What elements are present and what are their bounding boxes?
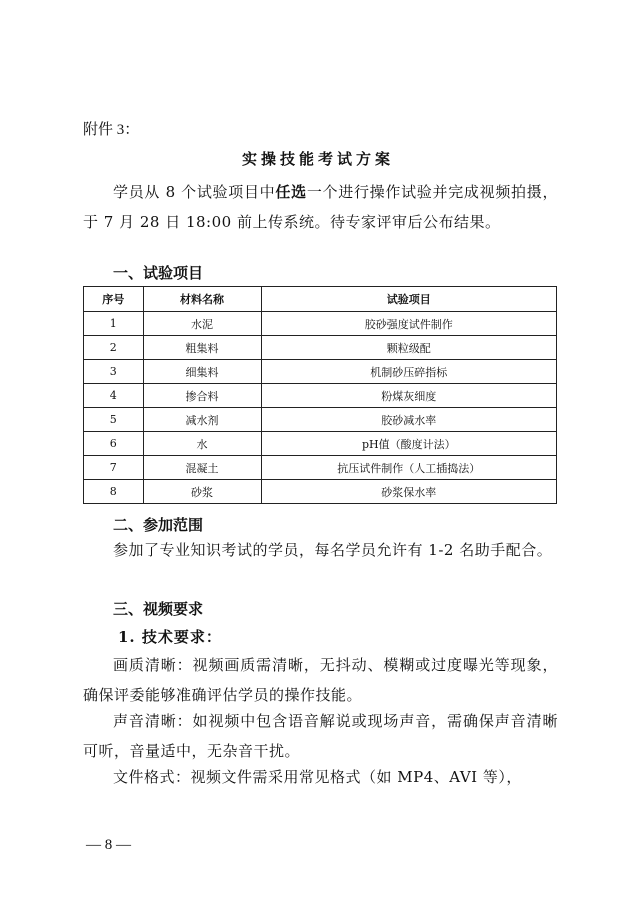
cell-test-item: 胶砂减水率: [261, 408, 556, 432]
document-title: 实操技能考试方案: [241, 150, 394, 168]
table-row: [84, 408, 557, 432]
intro-paragraph: [83, 177, 558, 237]
cell-test-item: 砂浆保水率: [261, 480, 556, 504]
cell-material: 掺合料: [143, 384, 261, 408]
cell-index: 2: [84, 336, 144, 360]
section1-heading: 一、试验项目: [113, 264, 204, 282]
technical-requirements-subheading: 1. 技术要求：: [118, 628, 222, 646]
intro-emphasis: 任选: [275, 183, 307, 201]
table-row: [84, 384, 557, 408]
table-row: [84, 312, 557, 336]
cell-index: 4: [84, 384, 144, 408]
cell-index: 6: [84, 432, 144, 456]
header-index: 序号: [84, 287, 144, 312]
page-number: — 8 —: [86, 837, 131, 853]
table-row: [84, 336, 557, 360]
attachment-label: 附件 3：: [83, 122, 140, 138]
section3-heading: 三、视频要求: [113, 600, 204, 618]
audio-quality-paragraph: 声音清晰：如视频中包含语音解说或现场声音，需确保声音清晰可听，音量适中，无杂音干扰。: [83, 712, 558, 760]
cell-test-item: 胶砂强度试件制作: [261, 312, 556, 336]
cell-material: 砂浆: [143, 480, 261, 504]
header-test-item: 试验项目: [261, 287, 556, 312]
cell-index: 1: [84, 312, 144, 336]
header-material: 材料名称: [143, 287, 261, 312]
cell-material: 水泥: [143, 312, 261, 336]
table-row: [84, 432, 557, 456]
cell-material: 减水剂: [143, 408, 261, 432]
cell-test-item: 抗压试件制作（人工插捣法）: [261, 456, 556, 480]
cell-material: 粗集料: [143, 336, 261, 360]
cell-material: 细集料: [143, 360, 261, 384]
cell-test-item: 粉煤灰细度: [261, 384, 556, 408]
table-row: [84, 456, 557, 480]
table-row: [84, 360, 557, 384]
cell-index: 8: [84, 480, 144, 504]
table-row: [84, 480, 557, 504]
cell-index: 5: [84, 408, 144, 432]
intro-text-part2: 一个进行操作试验并完成视频拍摄，于 7 月 28 日 18:00 前上传系统。待专家评审后公布结果。: [83, 183, 558, 231]
cell-test-item: 颗粒级配: [261, 336, 556, 360]
cell-material: 水: [143, 432, 261, 456]
cell-material: 混凝土: [143, 456, 261, 480]
cell-test-item: pH值（酸度计法）: [261, 432, 556, 456]
trial-items-table: [83, 286, 557, 504]
table-header-row: [84, 287, 557, 312]
video-quality-paragraph: 画质清晰：视频画质需清晰，无抖动、模糊或过度曝光等现象，确保评委能够准确评估学员的操作技能。: [83, 656, 558, 704]
section2-paragraph: 参加了专业知识考试的学员，每名学员允许有 1-2 名助手配合。: [113, 541, 553, 559]
cell-index: 3: [84, 360, 144, 384]
intro-text-part1: 学员从 8 个试验项目中: [113, 183, 276, 201]
section2-heading: 二、参加范围: [113, 516, 204, 534]
cell-test-item: 机制砂压碎指标: [261, 360, 556, 384]
file-format-paragraph: 文件格式：视频文件需采用常见格式（如 MP4、AVI 等），: [113, 768, 522, 786]
cell-index: 7: [84, 456, 144, 480]
